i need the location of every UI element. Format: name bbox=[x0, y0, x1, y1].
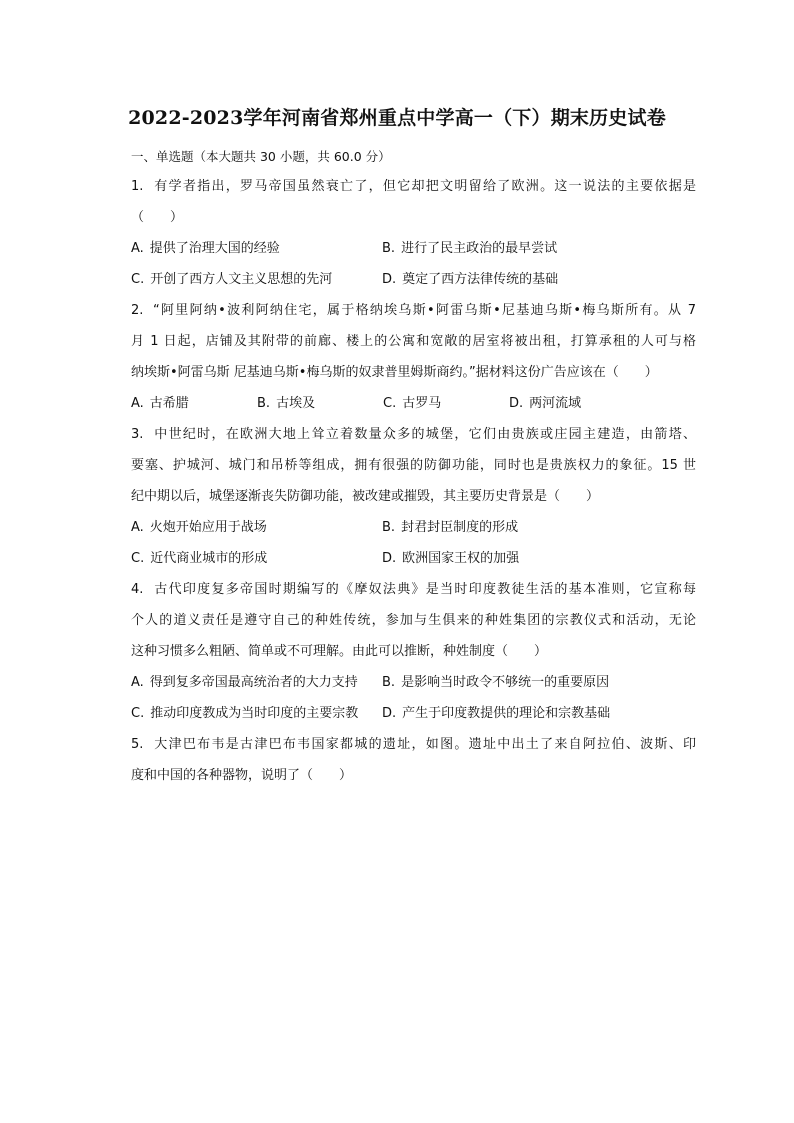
exam-content bbox=[131, 146, 696, 791]
exam-title: 2022-2023学年河南省郑州重点中学高一（下）期末历史试卷 bbox=[128, 107, 666, 129]
option-d[interactable] bbox=[382, 264, 633, 295]
option-text: 欧洲国家王权的加强 bbox=[402, 551, 520, 566]
question-text: 有学者指出，罗马帝国虽然衰亡了，但它却把文明留给了欧洲。这一说法的主要依据是 bbox=[153, 179, 696, 194]
option-text: 产生于印度教提供的理论和宗教基础 bbox=[402, 706, 611, 721]
option-d[interactable] bbox=[382, 698, 633, 729]
option-letter: C. bbox=[383, 396, 397, 411]
question-3 bbox=[131, 419, 696, 574]
question-text: 月 1 日起，店铺及其附带的前廊、楼上的公寓和宽敞的居室将被出租，打算承租的人可与格 bbox=[131, 334, 696, 349]
option-letter: D. bbox=[382, 551, 397, 566]
question-stem-line bbox=[131, 419, 696, 450]
question-1 bbox=[131, 171, 696, 295]
option-letter: D. bbox=[382, 706, 397, 721]
question-text: 个人的道义责任是遵守自己的种姓传统，参加与生俱来的种姓集团的宗教仪式和活动，无论 bbox=[131, 613, 696, 628]
option-text: 近代商业城市的形成 bbox=[150, 551, 268, 566]
option-text: 两河流域 bbox=[529, 396, 582, 411]
question-stem-line bbox=[131, 481, 696, 512]
question-text: 要塞、护城河、城门和吊桥等组成，拥有很强的防御功能，同时也是贵族权力的象征。15 世 bbox=[131, 458, 696, 473]
question-stem-line bbox=[131, 636, 696, 667]
question-stem-line bbox=[131, 202, 696, 233]
question-text: 大津巴布韦是古津巴布韦国家都城的遗址，如图。遗址中出土了来自阿拉伯、波斯、印 bbox=[153, 737, 696, 752]
option-text: 古埃及 bbox=[276, 396, 316, 411]
question-stem-line bbox=[131, 605, 696, 636]
option-letter: B. bbox=[382, 241, 396, 256]
option-text: 封君封臣制度的形成 bbox=[401, 520, 519, 535]
options-row bbox=[131, 543, 696, 574]
question-number: 4. bbox=[131, 582, 144, 597]
option-b[interactable] bbox=[382, 233, 633, 264]
option-letter: D. bbox=[382, 272, 397, 287]
option-letter: A. bbox=[131, 520, 144, 535]
question-4 bbox=[131, 574, 696, 729]
option-text: 奠定了西方法律传统的基础 bbox=[402, 272, 559, 287]
option-c[interactable] bbox=[131, 543, 382, 574]
question-5 bbox=[131, 729, 696, 791]
option-letter: D. bbox=[509, 396, 524, 411]
question-stem-line bbox=[131, 357, 696, 388]
question-stem-line bbox=[131, 574, 696, 605]
question-2 bbox=[131, 295, 696, 419]
option-c[interactable] bbox=[383, 388, 509, 419]
options-row bbox=[131, 388, 696, 419]
option-letter: B. bbox=[382, 520, 396, 535]
question-text: 古代印度复多帝国时期编写的《摩奴法典》是当时印度教徒生活的基本准则，它宣称每 bbox=[153, 582, 696, 597]
question-text: 中世纪时，在欧洲大地上耸立着数量众多的城堡，它们由贵族或庄园主建造，由箭塔、 bbox=[153, 427, 696, 442]
question-text: （ ） bbox=[131, 210, 184, 225]
option-c[interactable] bbox=[131, 698, 382, 729]
option-text: 火炮开始应用于战场 bbox=[149, 520, 267, 535]
question-stem-line bbox=[131, 760, 696, 791]
question-stem-line bbox=[131, 171, 696, 202]
question-text: “阿里阿纳•波利阿纳住宅，属于格纳埃乌斯•阿雷乌斯•尼基迪乌斯•梅乌斯所有。从 7 bbox=[153, 303, 696, 318]
option-letter: B. bbox=[382, 675, 396, 690]
option-letter: B. bbox=[257, 396, 271, 411]
question-stem-line bbox=[131, 450, 696, 481]
option-letter: C. bbox=[131, 551, 145, 566]
option-text: 得到复多帝国最高统治者的大力支持 bbox=[149, 675, 358, 690]
options-row bbox=[131, 264, 696, 295]
option-b[interactable] bbox=[382, 512, 633, 543]
options-row bbox=[131, 233, 696, 264]
question-number: 5. bbox=[131, 737, 144, 752]
option-letter: C. bbox=[131, 272, 145, 287]
question-stem-line bbox=[131, 326, 696, 357]
question-number: 2. bbox=[131, 303, 144, 318]
options-row bbox=[131, 512, 696, 543]
option-letter: A. bbox=[131, 675, 144, 690]
option-c[interactable] bbox=[131, 264, 382, 295]
option-text: 古希腊 bbox=[149, 396, 189, 411]
option-b[interactable] bbox=[382, 667, 633, 698]
question-text: 纪中期以后，城堡逐渐丧失防御功能，被改建或摧毁，其主要历史背景是（ ） bbox=[131, 489, 600, 504]
option-b[interactable] bbox=[257, 388, 383, 419]
option-text: 提供了治理大国的经验 bbox=[149, 241, 280, 256]
option-text: 古罗马 bbox=[402, 396, 442, 411]
option-letter: C. bbox=[131, 706, 145, 721]
option-d[interactable] bbox=[382, 543, 633, 574]
section-heading: 一、单选题（本大题共 30 小题，共 60.0 分） bbox=[131, 149, 391, 164]
option-text: 推动印度教成为当时印度的主要宗教 bbox=[150, 706, 359, 721]
option-a[interactable] bbox=[131, 233, 382, 264]
question-text: 这种习惯多么粗陋、简单或不可理解。由此可以推断，种姓制度（ ） bbox=[131, 644, 548, 659]
question-number: 1. bbox=[131, 179, 144, 194]
option-text: 进行了民主政治的最早尝试 bbox=[401, 241, 558, 256]
option-a[interactable] bbox=[131, 667, 382, 698]
option-letter: A. bbox=[131, 241, 144, 256]
question-text: 纳埃斯•阿雷乌斯 尼基迪乌斯•梅乌斯的奴隶普里姆斯商约。”据材料这份广告应该在（ ） bbox=[131, 365, 658, 380]
question-stem-line bbox=[131, 295, 696, 326]
option-a[interactable] bbox=[131, 388, 257, 419]
option-text: 是影响当时政令不够统一的重要原因 bbox=[401, 675, 610, 690]
options-row bbox=[131, 667, 696, 698]
option-text: 开创了西方人文主义思想的先河 bbox=[150, 272, 333, 287]
option-a[interactable] bbox=[131, 512, 382, 543]
question-number: 3. bbox=[131, 427, 144, 442]
option-d[interactable] bbox=[509, 388, 635, 419]
option-letter: A. bbox=[131, 396, 144, 411]
question-text: 度和中国的各种器物，说明了（ ） bbox=[131, 768, 353, 783]
options-row bbox=[131, 698, 696, 729]
question-stem-line bbox=[131, 729, 696, 760]
